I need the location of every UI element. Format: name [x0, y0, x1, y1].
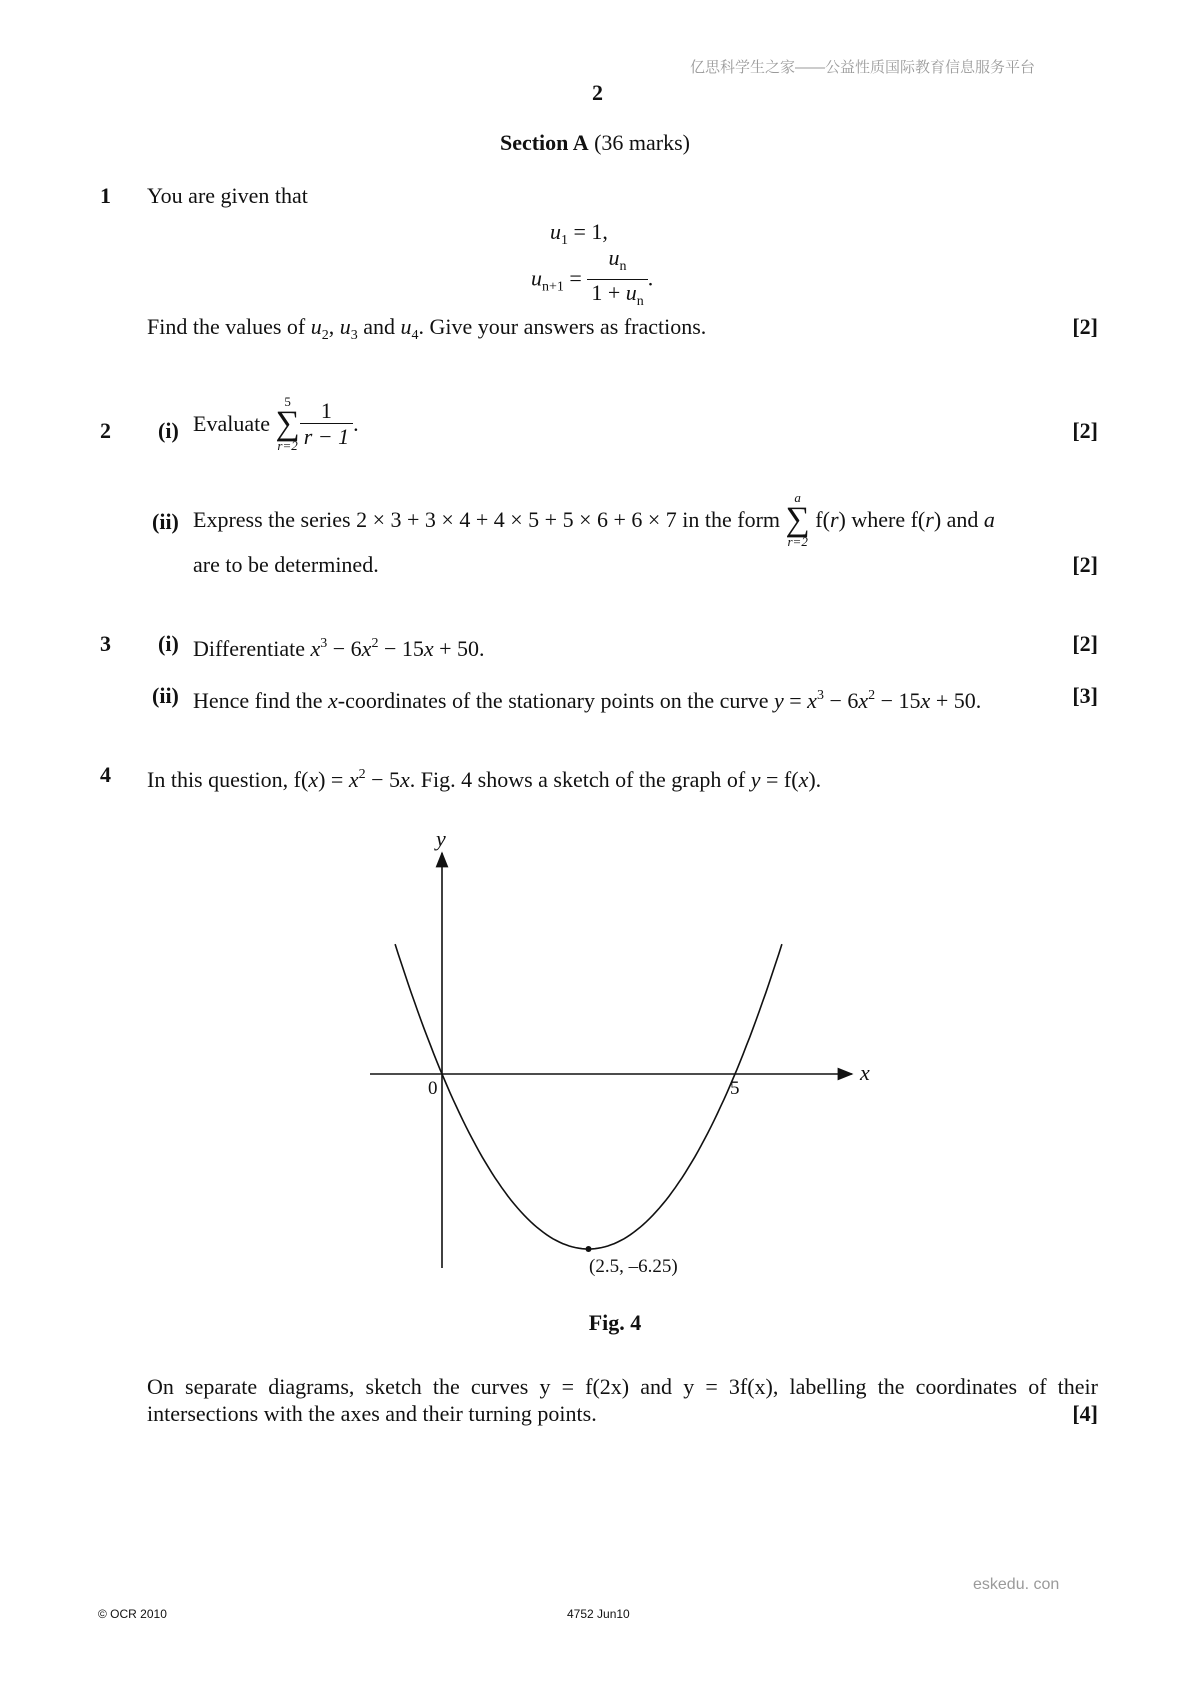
- q3-i-x2: x: [361, 636, 372, 661]
- eq2-equals: =: [563, 265, 588, 291]
- q2-ii-text-c: ) where f(: [838, 507, 926, 532]
- q2-ii-a: a: [983, 507, 995, 532]
- q4-text-b: ) =: [318, 767, 349, 792]
- q4-text-d: . Fig. 4 shows a sketch of the graph of: [409, 767, 751, 792]
- q3-part-i-marks: [2]: [1072, 631, 1098, 656]
- q1-u2-var: u: [310, 314, 322, 339]
- eq2-num-sub: n: [619, 259, 627, 274]
- figure-caption: Fig. 4: [588, 1310, 642, 1335]
- question-1-number: 1: [100, 183, 111, 208]
- q2-ii-text-d: ) and: [933, 507, 984, 532]
- origin-label: 0: [428, 1078, 438, 1099]
- q2-part-ii-line2: are to be determined.: [193, 552, 379, 577]
- turning-point-dot: [586, 1246, 592, 1252]
- q2-ii-r2: r: [925, 507, 934, 532]
- q3-i-text: Differentiate: [193, 636, 311, 661]
- q4-x2: x: [348, 767, 359, 792]
- q1-u4-sub: 4: [411, 328, 419, 343]
- q4-text-f: ).: [808, 767, 822, 792]
- q3-i-x1: x: [310, 636, 321, 661]
- q3-ii-x3: x: [920, 688, 931, 713]
- question-1-marks: [2]: [1072, 314, 1098, 339]
- q3-i-p1: 3: [320, 636, 328, 651]
- q4-x4: x: [798, 767, 809, 792]
- q3-i-end: + 50.: [433, 636, 485, 661]
- q4-closing-line2: intersections with the axes and their turning points.: [147, 1401, 597, 1426]
- q1-u3-sub: 3: [350, 328, 358, 343]
- q2-part-ii-marks: [2]: [1072, 552, 1098, 577]
- sigma-symbol: ∑: [275, 405, 300, 442]
- q1-text-a: Find the values of: [147, 314, 311, 339]
- q2-i-sigma-top: 5: [284, 394, 291, 409]
- q2-i-sigma-bot: r=2: [277, 438, 298, 453]
- root-label: 5: [730, 1078, 740, 1099]
- q4-p2: 2: [358, 767, 366, 782]
- page-number: 2: [592, 80, 603, 105]
- eq1-sub: 1: [561, 233, 568, 248]
- eq2-num-var: u: [608, 245, 620, 270]
- q2-i-frac-den: r − 1: [303, 423, 350, 449]
- q3-i-mid2: − 15: [378, 636, 424, 661]
- eq2-den-pre: 1 +: [591, 280, 626, 305]
- q2-ii-sigma-bot: r=2: [787, 534, 808, 549]
- q2-part-ii-label: (ii): [152, 509, 179, 534]
- q3-ii-y: y: [773, 688, 784, 713]
- eq2-den-var: u: [625, 280, 637, 305]
- eq2-var: u: [531, 265, 542, 291]
- q2-ii-r: r: [829, 507, 839, 532]
- q3-ii-mid1: − 6: [823, 688, 859, 713]
- eq2-den-sub: n: [636, 294, 644, 309]
- footer-paper-code: 4752 Jun10: [567, 1607, 630, 1621]
- sigma-symbol: ∑: [785, 501, 810, 538]
- q3-i-mid1: − 6: [327, 636, 362, 661]
- q3-ii-x: x: [328, 688, 338, 713]
- y-axis-label: y: [436, 826, 446, 851]
- q4-y: y: [750, 767, 761, 792]
- q2-i-end: .: [353, 411, 359, 436]
- footer-copyright: © OCR 2010: [98, 1607, 167, 1621]
- question-4-marks: [4]: [1072, 1401, 1098, 1426]
- q3-part-ii-label: (ii): [152, 683, 179, 708]
- q2-ii-sigma-top: a: [794, 490, 801, 505]
- q1-text-b: . Give your answers as fractions.: [418, 314, 707, 339]
- q3-ii-mid2: − 15: [875, 688, 921, 713]
- eq2-sub: n+1: [542, 279, 564, 295]
- q4-text-c: − 5: [365, 767, 401, 792]
- q1-comma: ,: [328, 314, 340, 339]
- q4-text-a: In this question, f(: [147, 767, 309, 792]
- q3-i-p2: 2: [371, 636, 379, 651]
- parabola-curve: [395, 944, 782, 1249]
- q3-ii-text-b: -coordinates of the stationary points on the curve: [337, 688, 774, 713]
- q3-ii-p2: 2: [868, 688, 876, 703]
- q3-ii-end: + 50.: [930, 688, 982, 713]
- q4-closing-line1: On separate diagrams, sketch the curves y = f(2x) and y = 3f(x), labelling the coordinates of their: [147, 1374, 1098, 1399]
- q2-ii-text-a: Express the series 2 × 3 + 3 × 4 + 4 × 5 + 5 × 6 + 6 × 7 in the form: [193, 507, 781, 532]
- q4-x3: x: [400, 767, 410, 792]
- q3-ii-x2: x: [858, 688, 869, 713]
- q4-x1: x: [308, 767, 319, 792]
- q1-u4-var: u: [400, 314, 412, 339]
- q3-ii-x1: x: [807, 688, 817, 713]
- q2-ii-text-b: f(: [809, 507, 830, 532]
- q2-part-i-label: (i): [158, 418, 179, 443]
- x-axis-label: x: [860, 1060, 870, 1085]
- q3-part-ii-marks: [3]: [1072, 683, 1098, 708]
- watermark-bottom: eskedu. con: [973, 1576, 1060, 1593]
- vertex-label: (2.5, –6.25): [589, 1256, 678, 1277]
- q4-text-e: = f(: [760, 767, 799, 792]
- eq2-end: .: [647, 265, 654, 291]
- q2-i-text: Evaluate: [193, 411, 270, 436]
- question-3-number: 3: [100, 631, 111, 656]
- question-4-number: 4: [100, 762, 111, 787]
- q3-ii-eq: =: [783, 688, 808, 713]
- section-title-bold: Section A: [499, 130, 589, 155]
- q1-u3-var: u: [339, 314, 351, 339]
- q3-ii-p1: 3: [816, 688, 824, 703]
- q3-i-x3: x: [423, 636, 434, 661]
- question-2-number: 2: [100, 418, 111, 443]
- question-1-intro: You are given that: [147, 183, 308, 208]
- eq1-var: u: [550, 219, 561, 244]
- q1-u2-sub: 2: [321, 328, 329, 343]
- watermark-top: 亿思科学生之家——公益性质国际教育信息服务平台: [690, 59, 1036, 76]
- q2-i-frac-num: 1: [300, 399, 353, 424]
- q2-part-i-marks: [2]: [1072, 418, 1098, 443]
- q1-and: and: [357, 314, 401, 339]
- q3-ii-text-a: Hence find the: [193, 688, 328, 713]
- eq1-rest: = 1,: [568, 219, 608, 244]
- section-title-rest: (36 marks): [588, 130, 691, 155]
- q3-part-i-label: (i): [158, 631, 179, 656]
